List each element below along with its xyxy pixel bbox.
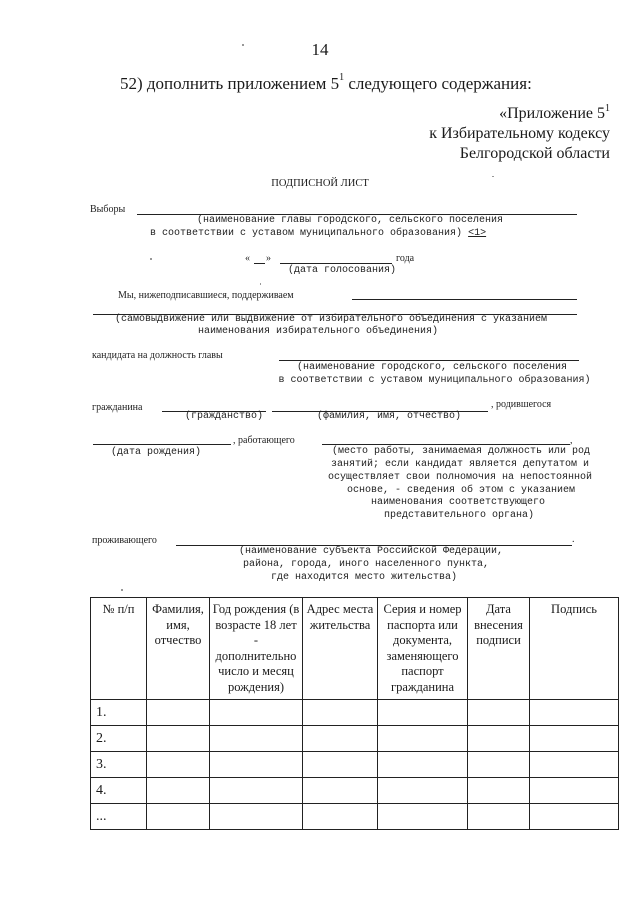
cell-sign-date[interactable]: [468, 804, 530, 830]
cell-signature[interactable]: [530, 726, 619, 752]
intro-after: следующего содержания:: [344, 74, 532, 93]
citizen-suffix: , родившегося: [491, 399, 552, 410]
cell-signature[interactable]: [530, 804, 619, 830]
working-comma: ,: [570, 435, 573, 446]
scan-speck: [242, 44, 244, 46]
citizen-label: гражданина: [92, 402, 143, 413]
citizenship-hint: (гражданство): [184, 411, 263, 422]
work-hint-2: занятий; если кандидат является депутатом и: [330, 459, 590, 470]
date-year-suffix: года: [396, 253, 415, 264]
fio-hint: (фамилия, имя, отчество): [316, 411, 462, 422]
support-label: Мы, нижеподписавшиеся, поддерживаем: [118, 290, 294, 301]
scan-speck: [121, 589, 123, 591]
cell-passport[interactable]: [378, 752, 468, 778]
header-number: № п/п: [91, 598, 147, 700]
cell-address[interactable]: [303, 726, 378, 752]
work-hint-6: представительного органа): [383, 510, 535, 521]
intro-text: 52) дополнить приложением 5: [120, 74, 340, 93]
scan-speck: [260, 283, 261, 285]
cell-signature[interactable]: [530, 778, 619, 804]
cell-passport[interactable]: [378, 700, 468, 726]
cell-birth-year[interactable]: [210, 726, 303, 752]
cell-birth-year[interactable]: [210, 752, 303, 778]
table-row: [91, 778, 619, 804]
date-month-line: [280, 263, 392, 264]
scan-speck: [150, 258, 152, 260]
support-hint-2: наименования избирательного объединения): [197, 326, 439, 337]
table-row: [91, 752, 619, 778]
appendix-title: «Приложение 5: [499, 105, 605, 122]
appendix-line-2: к Избирательному кодексу: [429, 125, 610, 142]
residing-period: .: [572, 534, 575, 545]
candidate-hint-2: в соответствии с уставом муниципального образования): [278, 375, 591, 386]
cell-passport[interactable]: [378, 804, 468, 830]
residing-hint-2: района, города, иного населенного пункта,: [242, 559, 490, 570]
header-signature: Подпись: [530, 598, 619, 700]
header-address: Адрес места жительства: [303, 598, 378, 700]
header-passport: Серия и номер паспорта или документа, заменяющего паспорт гражданина: [378, 598, 468, 700]
cell-signature[interactable]: [530, 752, 619, 778]
cell-full-name[interactable]: [147, 752, 210, 778]
birthdate-line: [93, 444, 231, 445]
work-hint-5: наименования соответствующего: [370, 497, 546, 508]
table-row: [91, 700, 619, 726]
signature-table: [90, 597, 619, 830]
appendix-line-1: [499, 105, 610, 123]
scan-speck: [492, 176, 494, 177]
elections-hint-1: (наименование главы городского, сельского поселения: [196, 215, 504, 226]
elections-hint-2-text: в соответствии с уставом муниципального образования): [150, 228, 463, 239]
date-day-line: [254, 263, 265, 264]
birthdate-hint: (дата рождения): [110, 447, 201, 458]
header-full-name: Фамилия, имя, отчество: [147, 598, 210, 700]
header-birth-year: Год рождения (в возрасте 18 лет - дополнительно число и месяц рождения): [210, 598, 303, 700]
form-title: ПОДПИСНОЙ ЛИСТ: [271, 178, 369, 189]
work-hint-3: осуществляет свои полномочия на непостоянной: [327, 472, 593, 483]
support-line-1: [352, 299, 577, 300]
table-header-row: [91, 598, 619, 700]
work-line: [322, 444, 570, 445]
cell-address[interactable]: [303, 700, 378, 726]
cell-birth-year[interactable]: [210, 700, 303, 726]
row-number: 2.: [91, 726, 147, 752]
residing-hint-1: (наименование субъекта Российской Федерации,: [238, 546, 504, 557]
cell-birth-year[interactable]: [210, 804, 303, 830]
appendix-superscript: 1: [605, 103, 610, 114]
cell-address[interactable]: [303, 752, 378, 778]
intro-superscript: 1: [339, 72, 345, 83]
page-number: 14: [311, 40, 329, 59]
cell-passport[interactable]: [378, 726, 468, 752]
cell-sign-date[interactable]: [468, 778, 530, 804]
candidate-line: [279, 360, 579, 361]
cell-full-name[interactable]: [147, 804, 210, 830]
table-row: [91, 804, 619, 830]
cell-sign-date[interactable]: [468, 700, 530, 726]
elections-label: Выборы: [90, 204, 126, 215]
cell-sign-date[interactable]: [468, 726, 530, 752]
table-row: [91, 726, 619, 752]
candidate-hint-1: (наименование городского, сельского поселения: [296, 362, 568, 373]
cell-address[interactable]: [303, 778, 378, 804]
candidate-label: кандидата на должность главы: [92, 350, 223, 361]
amendment-intro: [120, 74, 532, 94]
date-quote-close: »: [266, 253, 271, 264]
header-sign-date: Дата внесения подписи: [468, 598, 530, 700]
work-hint-4: основе, - сведения об этом с указанием: [346, 485, 576, 496]
residing-hint-3: где находится место жительства): [270, 572, 458, 583]
date-quote-open: «: [245, 253, 250, 264]
cell-address[interactable]: [303, 804, 378, 830]
working-label: , работающего: [233, 435, 295, 446]
row-number: 3.: [91, 752, 147, 778]
cell-full-name[interactable]: [147, 726, 210, 752]
elections-hint-2: [150, 228, 486, 239]
residing-label: проживающего: [92, 535, 157, 546]
work-hint-1: (место работы, занимаемая должность или род: [331, 446, 591, 457]
cell-full-name[interactable]: [147, 778, 210, 804]
cell-signature[interactable]: [530, 700, 619, 726]
appendix-line-3: Белгородской области: [459, 145, 610, 162]
cell-birth-year[interactable]: [210, 778, 303, 804]
row-number: 4.: [91, 778, 147, 804]
support-hint-1: (самовыдвижение или выдвижение от избирательного объединения с указанием: [114, 314, 548, 325]
row-number: ...: [91, 804, 147, 830]
cell-passport[interactable]: [378, 778, 468, 804]
row-number: 1.: [91, 700, 147, 726]
date-hint: (дата голосования): [288, 265, 397, 276]
elections-footnote-ref: <1>: [468, 228, 487, 239]
cell-full-name[interactable]: [147, 700, 210, 726]
cell-sign-date[interactable]: [468, 752, 530, 778]
